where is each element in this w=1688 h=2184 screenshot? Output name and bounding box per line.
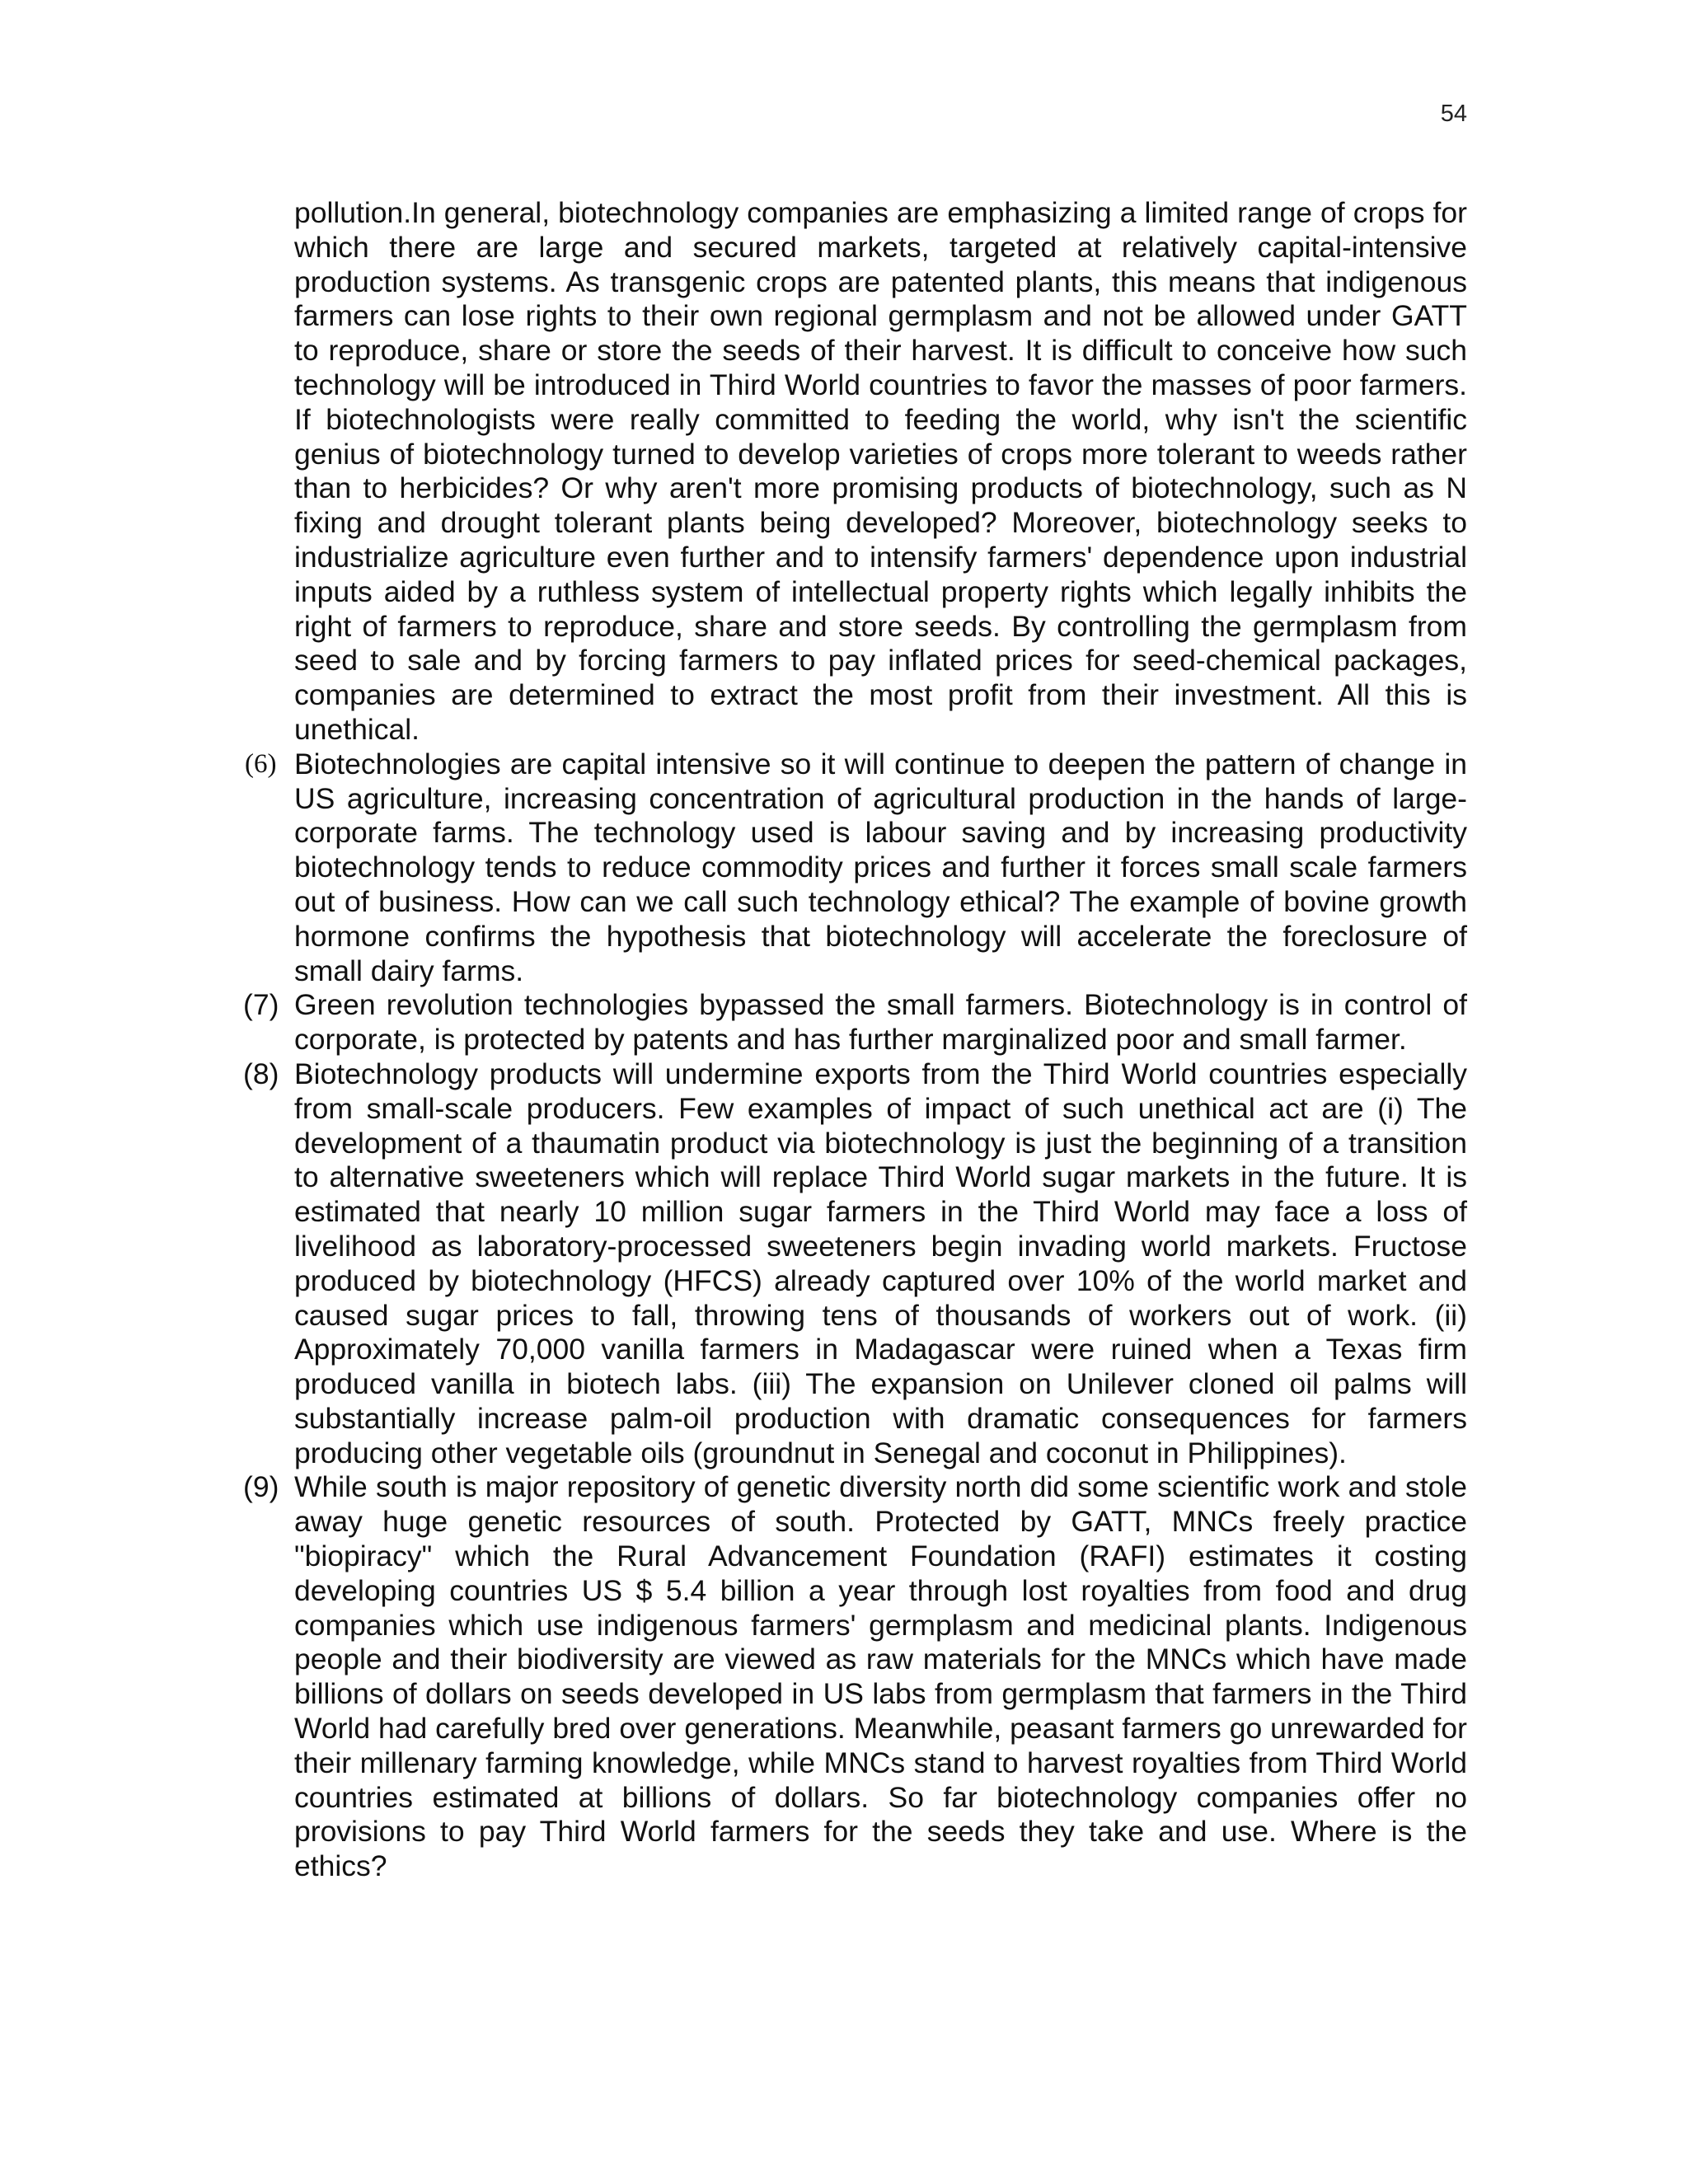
list-item-6	[245, 747, 1467, 989]
document-body	[243, 196, 1467, 1884]
list-item-text: Green revolution technologies bypassed the small farmers. Biotechnology is in control of corporate, is protected by patents and has further marginalized poor and small farmer.	[294, 988, 1467, 1057]
list-item-text: While south is major repository of genetic diversity north did some scientific work and stole away huge genetic resources of south. Protected by GATT, MNCs freely practice "biopiracy" which the Rural Advancement Foundation (RAFI) estimates it costing developing countries US $ 5.4 billion a year through lost royalties from food and drug companies which use indigenous farmers' germplasm and medicinal plants. Indigenous people and their biodiversity are viewed as raw materials for the MNCs which have made billions of dollars on seeds developed in US labs from germplasm that farmers in the Third World had carefully bred over generations. Meanwhile, peasant farmers go unrewarded for their millenary farming knowledge, while MNCs stand to harvest royalties from Third World countries estimated at billions of dollars. So far biotechnology companies offer no provisions to pay Third World farmers for the seeds they take and use. Where is the ethics?	[294, 1470, 1467, 1883]
list-item-number: (9)	[243, 1470, 279, 1504]
list-item-7	[243, 988, 1467, 1057]
list-item-number: (7)	[243, 988, 279, 1022]
list-item-text: Biotechnology products will undermine exports from the Third World countries especially from small-scale producers. Few examples of impact of such unethical act are (i) The development of a thaumatin product via biotechnology is just the beginning of a transition to alternative sweeteners which will replace Third World sugar markets in the future. It is estimated that nearly 10 million sugar farmers in the Third World may face a loss of livelihood as laboratory-processed sweeteners begin invading world markets. Fructose produced by biotechnology (HFCS) already captured over 10% of the world market and caused sugar prices to fall, throwing tens of thousands of workers out of work. (ii) Approximately 70,000 vanilla farmers in Madagascar were ruined when a Texas firm produced vanilla in biotech labs. (iii) The expansion on Unilever cloned oil palms will substantially increase palm-oil production with dramatic consequences for farmers producing other vegetable oils (groundnut in Senegal and coconut in Philippines).	[294, 1057, 1467, 1469]
list-item-number: (8)	[243, 1057, 279, 1090]
list-item-text: Biotechnologies are capital intensive so it will continue to deepen the pattern of change in US agriculture, increasing concentration of agricultural production in the hands of large-corporate farms. The technology used is labour saving and by increasing productivity biotechnology tends to reduce commodity prices and further it forces small scale farmers out of business. How can we call such technology ethical? The example of bovine growth hormone confirms the hypothesis that biotechnology will accelerate the foreclosure of small dairy farms.	[294, 747, 1467, 987]
intro-paragraph: pollution.In general, biotechnology companies are emphasizing a limited range of crops for which there are large and secured markets, targeted at relatively capital-intensive production systems. As transgenic crops are patented plants, this means that indigenous farmers can lose rights to their own regional germplasm and not be allowed under GATT to reproduce, share or store the seeds of their harvest. It is difficult to conceive how such technology will be introduced in Third World countries to favor the masses of poor farmers. If biotechnologists were really committed to feeding the world, why isn't the scientific genius of biotechnology turned to develop varieties of crops more tolerant to weeds rather than to herbicides? Or why aren't more promising products of biotechnology, such as N fixing and drought tolerant plants being developed? Moreover, biotechnology seeks to industrialize agriculture even further and to intensify farmers' dependence upon industrial inputs aided by a ruthless system of intellectual property rights which legally inhibits the right of farmers to reproduce, share and store seeds. By controlling the germplasm from seed to sale and by forcing farmers to pay inflated prices for seed-chemical packages, companies are determined to extract the most profit from their investment. All this is unethical.	[294, 196, 1467, 746]
list-item-number: (6)	[245, 748, 277, 779]
page-number: 54	[1440, 101, 1467, 127]
list-item-8	[243, 1057, 1467, 1471]
list-item-9	[243, 1470, 1467, 1884]
